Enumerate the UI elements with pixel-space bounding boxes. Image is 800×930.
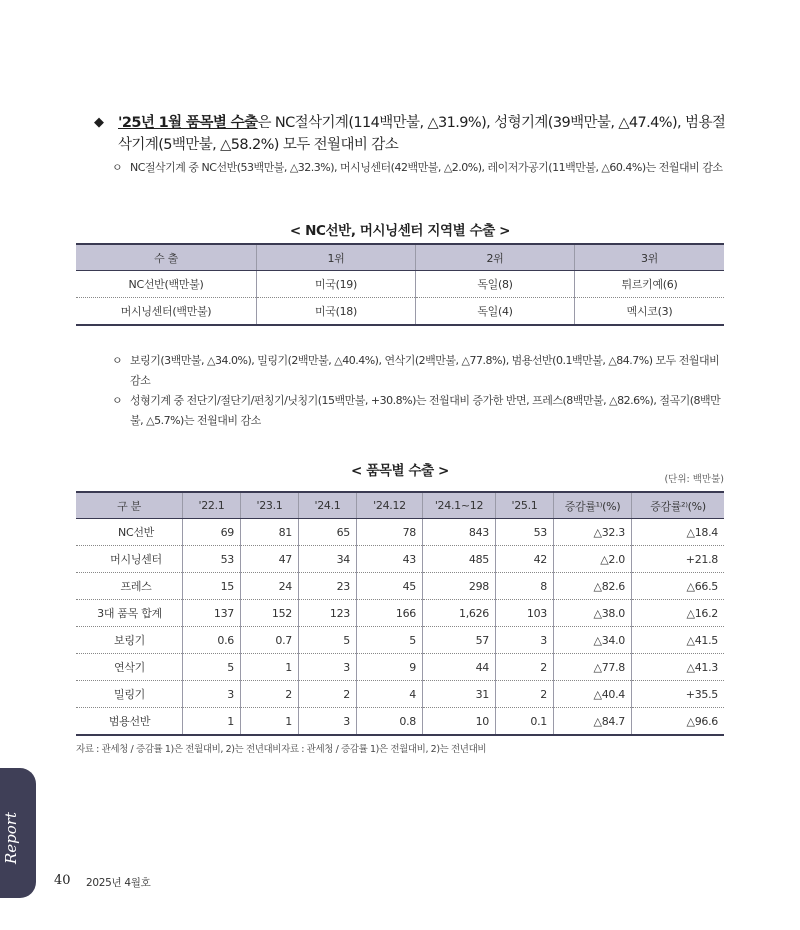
circle-bullet-icon: ㅇ: [112, 161, 123, 174]
item-table: [76, 491, 724, 736]
table-cell: 5: [183, 654, 241, 681]
table-cell: 1: [241, 654, 299, 681]
table-cell: △2.0: [554, 546, 632, 573]
table-cell: △41.3: [632, 654, 725, 681]
table-cell: 5: [299, 627, 357, 654]
report-tab-label: Report: [2, 811, 20, 864]
row-label: 범용선반: [76, 708, 183, 736]
table-row: [76, 600, 724, 627]
table-cell: 53: [183, 546, 241, 573]
table-cell: △16.2: [632, 600, 725, 627]
header-cell: '24.1: [299, 492, 357, 519]
table-row: [76, 573, 724, 600]
issue-date: 2025년 4월호: [86, 877, 151, 889]
table-cell: 65: [299, 519, 357, 546]
table-cell: △41.5: [632, 627, 725, 654]
table-cell: 69: [183, 519, 241, 546]
sub-point-text: 보링기(3백만불, △34.0%), 밀링기(2백만불, △40.4%), 연삭기(2백만불, △77.8%), 범용선반(0.1백만불, △84.7%) 모두 전월대비 감소: [130, 354, 720, 387]
table-cell: 1: [183, 708, 241, 736]
table-row: [76, 519, 724, 546]
table-cell: 43: [357, 546, 423, 573]
table-cell: 42: [496, 546, 554, 573]
table-cell: 57: [423, 627, 496, 654]
sub-point-text: 성형기계 중 전단기/절단기/펀칭기/닛칭기(15백만불, +30.8%)는 전월대비 증가한 반면, 프레스(8백만불, △82.6%), 절곡기(8백만불, △5.7%)는 전월대비 감소: [130, 394, 721, 427]
item-table-title: < 품목별 수출 >: [351, 463, 449, 479]
table-row: [76, 681, 724, 708]
table-cell: 15: [183, 573, 241, 600]
row-label: NC선반(백만불): [76, 271, 257, 298]
header-cell: 2위: [416, 244, 575, 271]
sub-point-3: [112, 391, 726, 431]
table-cell: 0.7: [241, 627, 299, 654]
table-row: [76, 546, 724, 573]
table-cell: 103: [496, 600, 554, 627]
row-label: 3대 품목 합계: [76, 600, 183, 627]
header-cell: '24.12: [357, 492, 423, 519]
sub-point-2: [112, 351, 726, 391]
row-label: 프레스: [76, 573, 183, 600]
region-table-title: < NC선반, 머시닝센터 지역별 수출 >: [289, 223, 511, 239]
table-cell: 78: [357, 519, 423, 546]
row-label: 머시닝센터: [76, 546, 183, 573]
table-cell: 2: [299, 681, 357, 708]
table-cell: 1: [241, 708, 299, 736]
table-cell: 3: [496, 627, 554, 654]
source-note: 자료 : 관세청 / 증감률 1)은 전월대비, 2)는 전년대비자료 : 관세청 / 증감률 1)은 전월대비, 2)는 전년대비: [76, 744, 487, 755]
highlight-text: '25년 1월 품목별 수출: [118, 115, 258, 131]
table-cell: 0.1: [496, 708, 554, 736]
table-cell: △40.4: [554, 681, 632, 708]
circle-bullet-icon: ㅇ: [112, 354, 123, 367]
table-cell: 47: [241, 546, 299, 573]
diamond-bullet-icon: ◆: [94, 115, 104, 130]
table-cell: 9: [357, 654, 423, 681]
table-cell: 485: [423, 546, 496, 573]
header-cell: 1위: [257, 244, 416, 271]
table-cell: 멕시코(3): [575, 298, 725, 326]
header-cell: '23.1: [241, 492, 299, 519]
sub-point-text: NC절삭기계 중 NC선반(53백만불, △32.3%), 머시닝센터(42백만불, △2.0%), 레이저가공기(11백만불, △60.4%)는 전월대비 감소: [130, 161, 723, 174]
table-cell: △34.0: [554, 627, 632, 654]
main-bullet: [94, 112, 734, 156]
row-label: 보링기: [76, 627, 183, 654]
table-cell: 152: [241, 600, 299, 627]
header-cell: '22.1: [183, 492, 241, 519]
report-tab: [0, 768, 36, 898]
table-row: [76, 271, 724, 298]
table-cell: 1,626: [423, 600, 496, 627]
table-cell: 5: [357, 627, 423, 654]
table-cell: 2: [496, 654, 554, 681]
table-cell: 미국(19): [257, 271, 416, 298]
table-cell: △96.6: [632, 708, 725, 736]
table-cell: 24: [241, 573, 299, 600]
table-cell: 독일(4): [416, 298, 575, 326]
unit-label: (단위: 백만불): [664, 474, 724, 485]
row-label: 머시닝센터(백만불): [76, 298, 257, 326]
page-number: 40: [54, 873, 71, 888]
row-label: 연삭기: [76, 654, 183, 681]
table-cell: 0.8: [357, 708, 423, 736]
table-cell: 0.6: [183, 627, 241, 654]
table-cell: 2: [241, 681, 299, 708]
table-cell: 45: [357, 573, 423, 600]
circle-bullet-icon: ㅇ: [112, 394, 123, 407]
table-cell: 2: [496, 681, 554, 708]
table-row: [76, 654, 724, 681]
table-cell: △18.4: [632, 519, 725, 546]
header-cell: 증감률²⁾(%): [632, 492, 725, 519]
table-cell: 튀르키예(6): [575, 271, 725, 298]
table-cell: +35.5: [632, 681, 725, 708]
table-cell: △84.7: [554, 708, 632, 736]
table-cell: △38.0: [554, 600, 632, 627]
table-cell: 166: [357, 600, 423, 627]
table-row: [76, 627, 724, 654]
table-cell: 81: [241, 519, 299, 546]
table-cell: △32.3: [554, 519, 632, 546]
table-cell: 44: [423, 654, 496, 681]
table-cell: 123: [299, 600, 357, 627]
table-cell: △66.5: [632, 573, 725, 600]
header-cell: 구 분: [76, 492, 183, 519]
sub-point-1: [112, 158, 726, 178]
table-cell: 53: [496, 519, 554, 546]
header-cell: '25.1: [496, 492, 554, 519]
bullet-body: 은 NC절삭기계(114백만불, △31.9%), 성형기계(39백만불, △47.4%), 범용절삭기계(5백만불, △58.2%) 모두 전월대비 감소: [118, 115, 726, 153]
table-cell: +21.8: [632, 546, 725, 573]
table-cell: 3: [183, 681, 241, 708]
row-label: NC선반: [76, 519, 183, 546]
table-cell: 8: [496, 573, 554, 600]
table-cell: 137: [183, 600, 241, 627]
header-cell: 증감률¹⁾(%): [554, 492, 632, 519]
row-label: 밀링기: [76, 681, 183, 708]
header-cell: 3위: [575, 244, 725, 271]
table-cell: 31: [423, 681, 496, 708]
table-cell: 미국(18): [257, 298, 416, 326]
table-cell: 3: [299, 654, 357, 681]
header-cell: '24.1~12: [423, 492, 496, 519]
region-table: [76, 243, 724, 326]
table-cell: 4: [357, 681, 423, 708]
table-cell: 3: [299, 708, 357, 736]
table-row: [76, 708, 724, 736]
table-cell: 23: [299, 573, 357, 600]
table-cell: 34: [299, 546, 357, 573]
table-cell: 10: [423, 708, 496, 736]
table-row: [76, 298, 724, 326]
table-cell: △77.8: [554, 654, 632, 681]
table-cell: 298: [423, 573, 496, 600]
table-cell: 독일(8): [416, 271, 575, 298]
table-cell: △82.6: [554, 573, 632, 600]
table-cell: 843: [423, 519, 496, 546]
main-bullet-text: [94, 112, 734, 156]
header-cell: 수 출: [76, 244, 257, 271]
